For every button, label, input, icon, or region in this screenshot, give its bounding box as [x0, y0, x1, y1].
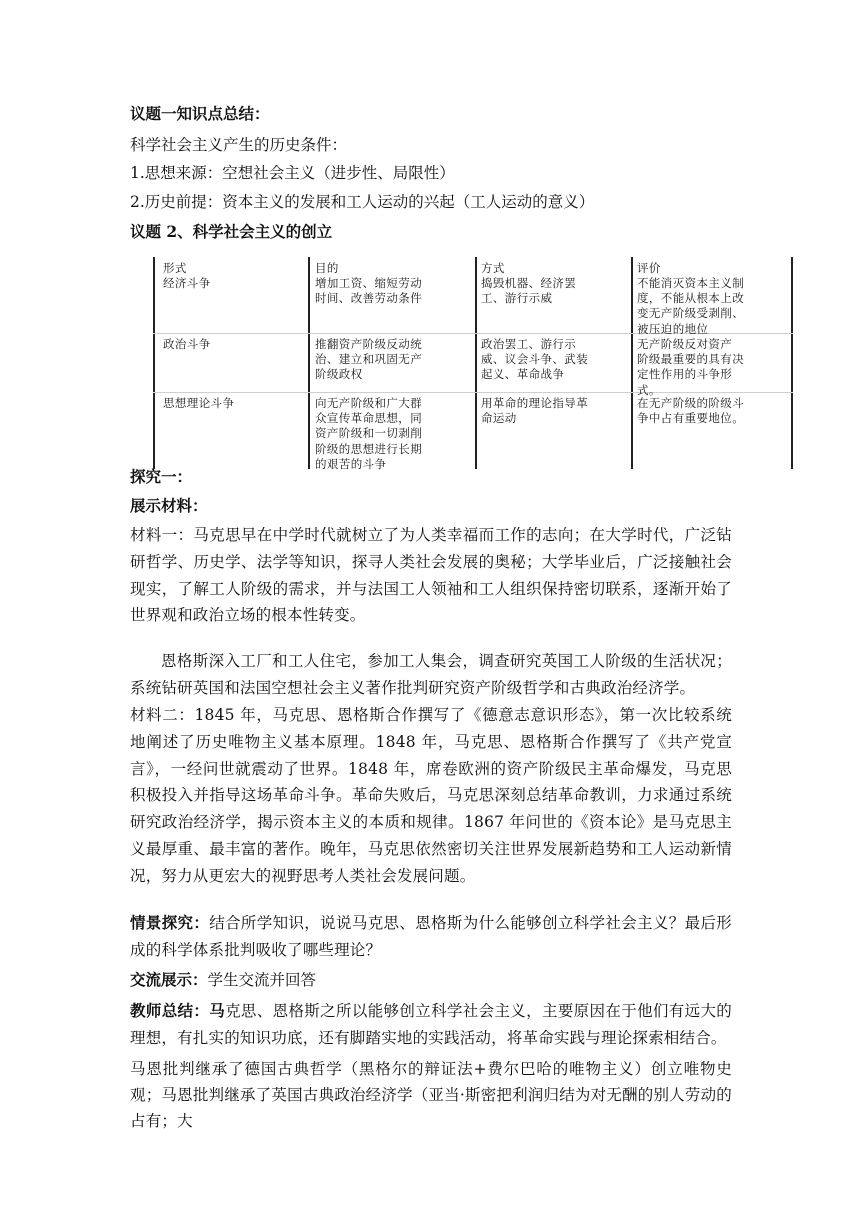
table-cell-evaluation: 无产阶级反对资产 阶级最重要的具有决 定性作用的斗争形 式。: [637, 337, 745, 397]
text-historical-premise: 2.历史前提：资本主义的发展和工人运动的兴起（工人运动的意义）: [130, 193, 595, 211]
scenario-label: 情景探究：: [130, 913, 210, 932]
heading-topic-1-summary: 议题一知识点总结：: [130, 104, 270, 123]
table-rule: [475, 257, 477, 469]
table-rule: [631, 257, 633, 469]
struggle-forms-table-image: [153, 257, 793, 469]
heading-show-materials: 展示材料：: [130, 496, 208, 515]
table-cell-goal: 向无产阶级和广大群 众宣传革命思想，同 资产阶级和一切剥削 阶级的思想进行长期 的艰苦的斗争: [315, 396, 423, 471]
table-cell-method: 捣毁机器、经济罢 工、游行示威: [481, 276, 577, 306]
table-cell-goal: 推翻资产阶级反动统 治、建立和巩固无产 阶级政权: [315, 337, 423, 382]
table-cell-method: 用革命的理论指导革 命运动: [481, 396, 589, 426]
table-cell-evaluation: 不能消灭资本主义制 度，不能从根本上改 变无产阶级受剥削、 被压迫的地位: [637, 276, 745, 336]
paragraph-material-2: 材料二：1845 年，马克思、恩格斯合作撰写了《德意志意识形态》，第一次比较系统地阐述了历史唯物主义基本原理。1848 年，马克思、恩格斯合作撰写了《共产党宣言》，一经问世就震动了世界。1848 年，席卷欧洲的资产阶级民主革命爆发，马克思积极投入并指导这场革命斗争。革命失败后，马克思深刻总结革命教训，力求通过系统研究政治经济学，揭示资本主义的本质和规律。1867 年问世的《资本论》是马克思主义最厚重、最丰富的著作。晚年，马克思依然密切关注世界发展新趋势和工人运动新情况，努力从更宏大的视野思考人类社会发展问题。: [130, 706, 732, 885]
paragraph-scenario: [130, 910, 732, 964]
paragraph-material-1: 材料一：马克思早在中学时代就树立了为人类幸福而工作的志向；在大学时代，广泛钻研哲学、历史学、法学等知识，探寻人类社会发展的奥秘；大学毕业后，广泛接触社会现实，了解工人阶级的需求，并与法国工人领袖和工人组织保持密切联系，逐渐开始了世界观和政治立场的根本性转变。: [130, 526, 732, 625]
text-historical-conditions: 科学社会主义产生的历史条件：: [130, 136, 348, 154]
table-rule: [791, 257, 793, 469]
table-cell-form: 政治斗争: [163, 337, 211, 351]
exchange-text: 学生交流并回答: [207, 971, 317, 989]
table-header-goal: 目的: [315, 261, 339, 275]
paragraph-engels: 恩格斯深入工厂和工人住宅，参加工人集会，调查研究英国工人阶级的生活状况；系统钻研英国和法国空想社会主义著作批判研究资产阶级哲学和古典政治经济学。: [130, 652, 732, 697]
paragraph-teacher-summary: [130, 998, 732, 1052]
summary-text: 克思、恩格斯之所以能够创立科学社会主义，主要原因在于他们有远大的理想，有扎实的知识功底，还有脚踏实地的实践活动，将革命实践与理论探索相结合。: [130, 1002, 732, 1047]
table-header-method: 方式: [481, 261, 505, 275]
table-cell-method: 政治罢工、游行示 威、议会斗争、武装 起义、革命战争: [481, 337, 589, 382]
heading-topic-2: 议题 2、科学社会主义的创立: [130, 222, 333, 241]
table-cell-form: 思想理论斗争: [163, 396, 235, 410]
table-cell-form: 经济斗争: [163, 276, 211, 290]
text-thought-source: 1.思想来源：空想社会主义（进步性、局限性）: [130, 164, 455, 182]
table-rule: [308, 257, 310, 469]
summary-label: 教师总结：马: [130, 1001, 226, 1020]
paragraph-critical-inheritance: 马恩批判继承了德国古典哲学（黑格尔的辩证法+费尔巴哈的唯物主义）创立唯物史观；马恩批判继承了英国古典政治经济学（亚当·斯密把利润归结为对无酬的别人劳动的占有；大: [130, 1060, 732, 1130]
table-header-evaluation: 评价: [637, 261, 661, 275]
exchange-label: 交流展示：: [130, 970, 208, 989]
table-header-form: 形式: [163, 261, 187, 275]
table-rule: [153, 257, 155, 469]
scenario-text: 结合所学知识，说说马克思、恩格斯为什么能够创立科学社会主义？最后形成的科学体系批判吸收了哪些理论？: [130, 914, 732, 959]
paragraph-exchange: [130, 970, 316, 990]
heading-explore-1: 探究一：: [130, 467, 193, 486]
table-cell-goal: 增加工资、缩短劳动 时间、改善劳动条件: [315, 276, 423, 306]
table-cell-evaluation: 在无产阶级的阶级斗 争中占有重要地位。: [637, 396, 745, 426]
